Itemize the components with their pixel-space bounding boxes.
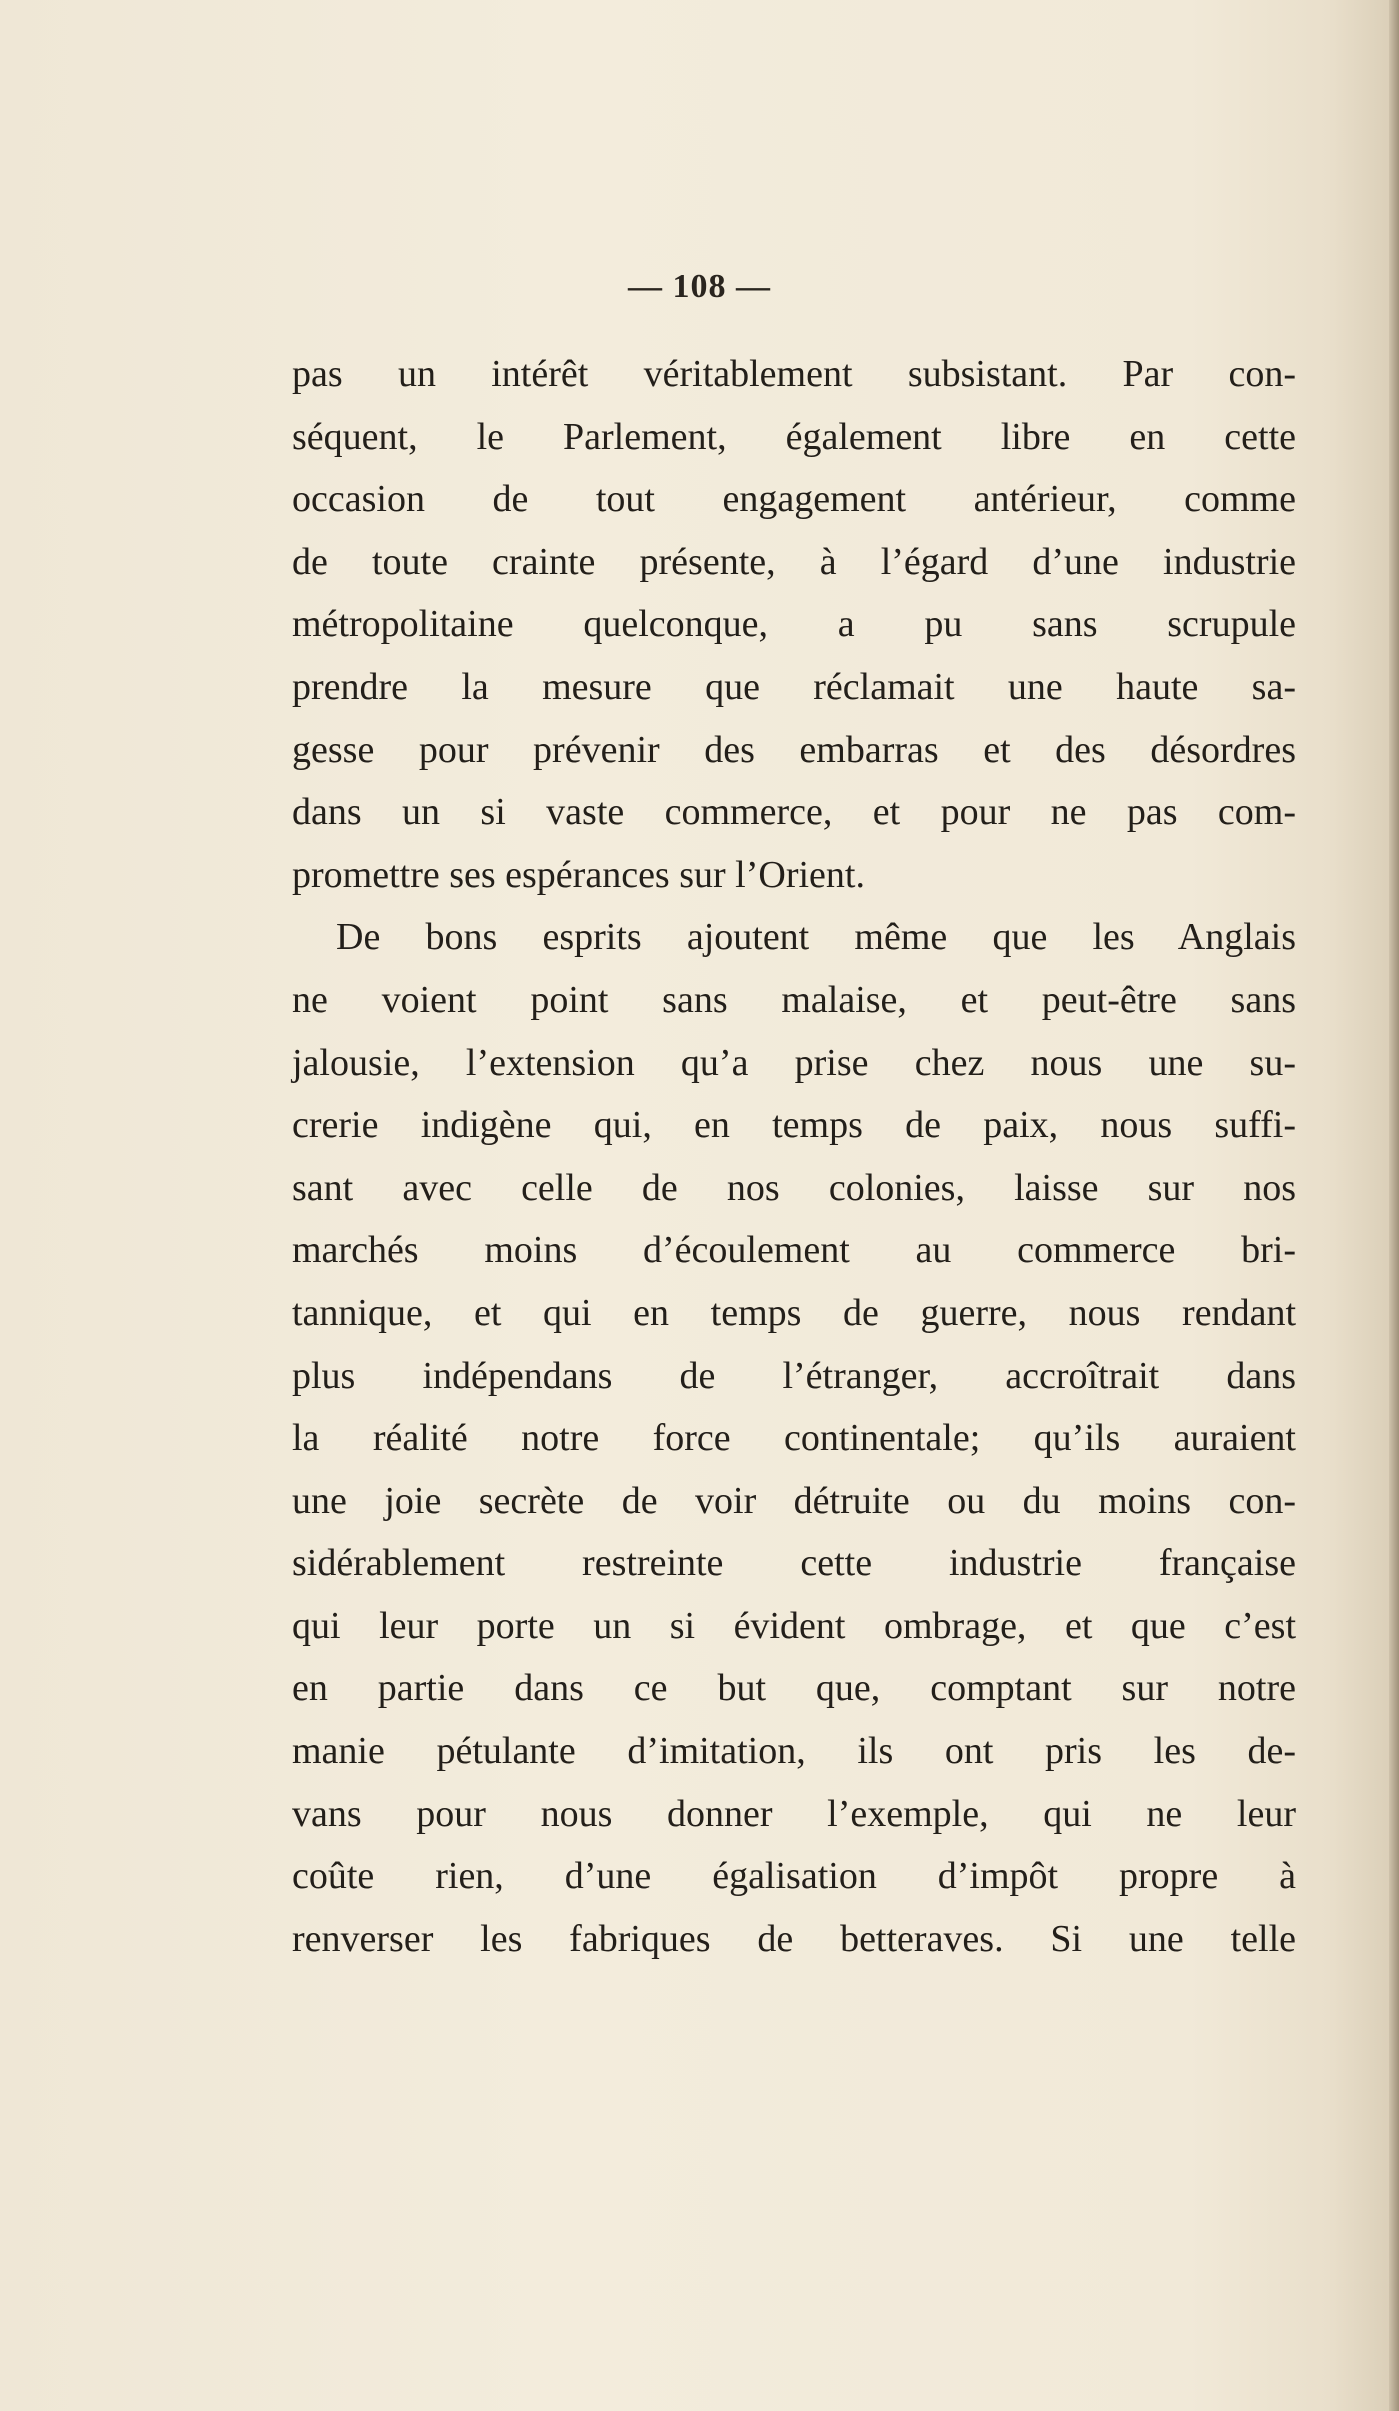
text-line: coûte rien, d’une égalisation d’impôt propre à [292,1855,1296,1898]
text-line: pas un intérêt véritablement subsistant. Par con- [292,353,1296,395]
paragraph-end-line: promettre ses espérances sur l’Orient. [292,853,865,896]
text-line: la réalité notre force continentale; qu’ils auraient [292,1417,1296,1460]
text-line: dans un si vaste commerce, et pour ne pas com- [292,791,1296,834]
text-line: séquent, le Parlement, également libre en cette [292,415,1296,458]
text-line: sidérablement restreinte cette industrie française [292,1542,1296,1585]
text-line: qui leur porte un si évident ombrage, et que c’est [292,1604,1296,1647]
text-line: ne voient point sans malaise, et peut-être sans [292,978,1296,1021]
text-line: occasion de tout engagement antérieur, comme [292,478,1296,521]
text-line: gesse pour prévenir des embarras et des désordres [292,728,1296,771]
paragraph-start-line: De bons esprits ajoutent même que les Anglais [336,916,1296,959]
page-edge [1389,0,1399,2411]
text-line: marchés moins d’écoulement au commerce bri- [292,1229,1296,1272]
text-line: en partie dans ce but que, comptant sur notre [292,1667,1296,1710]
text-line: de toute crainte présente, à l’égard d’une industrie [292,540,1296,583]
text-line: plus indépendans de l’étranger, accroîtrait dans [292,1354,1296,1397]
text-line: vans pour nous donner l’exemple, qui ne leur [292,1792,1296,1835]
text-line: renverser les fabriques de betteraves. Si une telle [292,1917,1296,1960]
text-line: manie pétulante d’imitation, ils ont pris les de- [292,1730,1296,1773]
body-text [292,343,1296,1970]
text-line: crerie indigène qui, en temps de paix, nous suffi- [292,1104,1296,1147]
text-line: prendre la mesure que réclamait une haute sa- [292,665,1296,708]
text-line: sant avec celle de nos colonies, laisse sur nos [292,1166,1296,1209]
text-line: tannique, et qui en temps de guerre, nous rendant [292,1291,1296,1334]
text-line: métropolitaine quelconque, a pu sans scrupule [292,603,1296,646]
text-line: jalousie, l’extension qu’a prise chez nous une su- [292,1041,1296,1084]
text-line: une joie secrète de voir détruite ou du moins con- [292,1479,1296,1522]
page-number: — 108 — [628,268,771,305]
